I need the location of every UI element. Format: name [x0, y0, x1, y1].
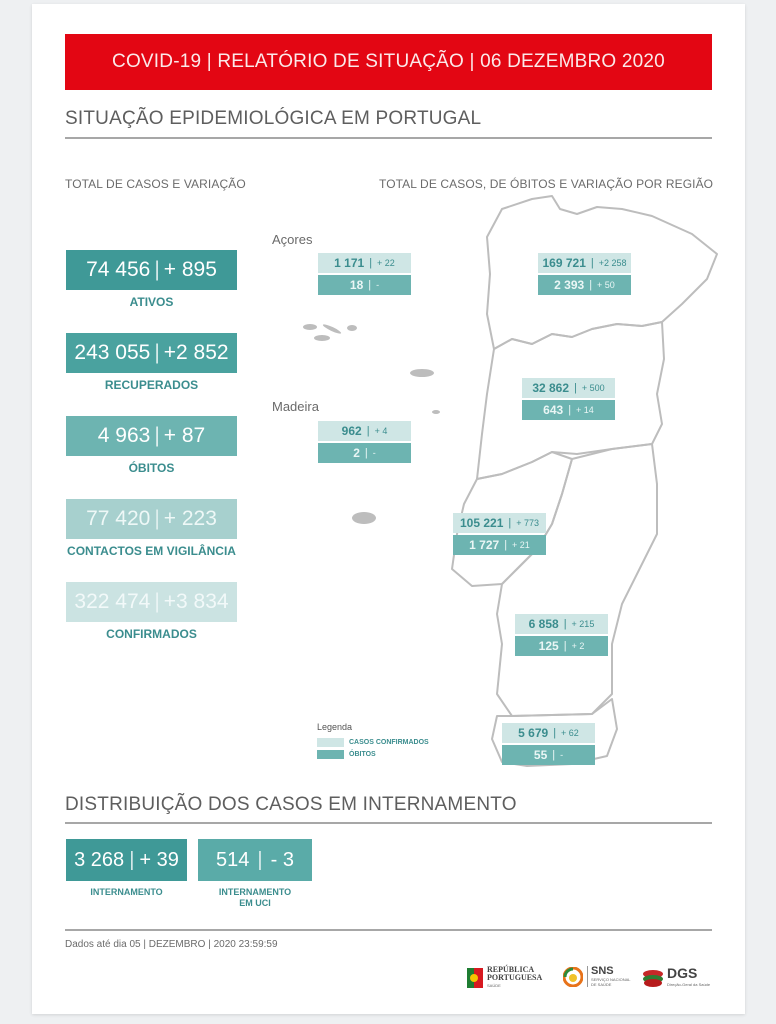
separator: |	[154, 258, 160, 281]
logo-text: REPÚBLICA	[487, 965, 535, 974]
azores-island	[303, 324, 317, 330]
dgs-logo-icon	[642, 968, 664, 988]
logo-text: SNS	[591, 965, 614, 977]
stat-value-box	[66, 839, 187, 881]
separator: |	[552, 749, 556, 761]
region-cases-change: +2 258	[598, 258, 627, 268]
stat-label: CONFIRMADOS	[106, 627, 197, 641]
region-deaths: 125	[538, 639, 559, 653]
stat-change: + 39	[139, 848, 179, 871]
logo-dgs	[642, 966, 710, 990]
region-label-acores: Açores	[272, 232, 313, 247]
region-box-madeira	[318, 421, 411, 463]
region-deaths-row	[538, 275, 631, 295]
azores-island	[410, 369, 434, 377]
legend-item-confirmed	[317, 736, 429, 748]
section-title-hospitalization: DISTRIBUIÇÃO DOS CASOS EM INTERNAMENTO	[65, 794, 517, 815]
report-title: COVID-19 | RELATÓRIO DE SITUAÇÃO | 06 DEZEMBRO 2020	[112, 51, 665, 72]
stat-value: 77 420	[86, 507, 151, 530]
separator: |	[366, 425, 370, 437]
stat-label: CONTACTOS EM VIGILÂNCIA	[67, 544, 236, 558]
region-deaths: 2	[353, 446, 360, 460]
legend-label: ÓBITOS	[349, 750, 376, 758]
region-cases-change: + 215	[571, 619, 595, 629]
separator: |	[364, 447, 368, 459]
azores-island	[347, 325, 357, 331]
separator: |	[369, 257, 373, 269]
separator: |	[508, 517, 512, 529]
separator: |	[504, 539, 508, 551]
madeira-island	[352, 512, 376, 524]
madeira-island	[432, 410, 440, 414]
logo-sns	[563, 966, 631, 987]
separator: |	[553, 727, 557, 739]
separator: |	[154, 424, 160, 447]
separator: |	[563, 640, 567, 652]
region-cases-row	[515, 614, 608, 634]
logo-text: SAÚDE	[487, 983, 501, 988]
stat-label-line: EM UCI	[239, 898, 271, 908]
subhead-regional-totals: TOTAL DE CASOS, DE ÓBITOS E VARIAÇÃO POR REGIÃO	[379, 177, 714, 191]
stat-change: + 895	[163, 258, 217, 281]
region-deaths-change: + 21	[512, 540, 530, 550]
region-deaths-change: + 2	[571, 641, 585, 651]
stat-label: RECUPERADOS	[104, 378, 199, 392]
stat-label: ATIVOS	[129, 295, 174, 309]
data-timestamp-note: Dados até dia 05 | DEZEMBRO | 2020 23:59:59	[65, 939, 278, 950]
region-box-alentejo	[515, 614, 608, 656]
section-divider	[65, 822, 712, 824]
region-box-acores	[318, 253, 411, 295]
stat-value: 3 268	[74, 848, 125, 871]
region-cases-row	[453, 513, 546, 533]
region-deaths-row	[522, 400, 615, 420]
report-page	[32, 4, 745, 1014]
region-box-lisboa-vale-tejo	[453, 513, 546, 555]
logo-republica-portuguesa	[467, 966, 542, 990]
stat-value: 243 055	[74, 341, 151, 364]
separator: |	[129, 848, 135, 871]
region-cases-row	[318, 253, 411, 273]
azores-island	[314, 335, 330, 341]
stat-value: 4 963	[97, 424, 151, 447]
logo-text: PORTUGUESA	[487, 973, 543, 982]
region-cases-row	[538, 253, 631, 273]
section-title-epidemiological: SITUAÇÃO EPIDEMIOLÓGICA EM PORTUGAL	[65, 108, 482, 129]
region-deaths-change: -	[372, 448, 376, 458]
separator: |	[154, 507, 160, 530]
stat-change: - 3	[270, 848, 294, 871]
region-cases: 32 862	[532, 381, 570, 395]
stat-change: +2 852	[163, 341, 229, 364]
region-label-madeira: Madeira	[272, 399, 319, 414]
sns-logo-icon	[563, 967, 583, 987]
region-box-centro	[522, 378, 615, 420]
subhead-total-cases: TOTAL DE CASOS E VARIAÇÃO	[65, 177, 246, 191]
region-cases-change: + 773	[516, 518, 540, 528]
separator: |	[590, 257, 594, 269]
azores-island	[322, 323, 342, 335]
separator: |	[574, 382, 577, 394]
stat-internamento-uci	[198, 839, 312, 909]
stat-value: 322 474	[74, 590, 151, 613]
region-box-algarve	[502, 723, 595, 765]
stat-value: 74 456	[86, 258, 151, 281]
stat-value-box	[198, 839, 312, 881]
stat-change: +3 834	[163, 590, 229, 613]
region-cases: 105 221	[459, 516, 504, 530]
region-cases: 962	[341, 424, 362, 438]
region-deaths: 643	[543, 403, 564, 417]
stat-change: + 87	[163, 424, 206, 447]
region-deaths-change: -	[376, 280, 380, 290]
region-deaths-row	[515, 636, 608, 656]
stat-value: 514	[216, 848, 250, 871]
region-cases-row	[502, 723, 595, 743]
legend-title: Legenda	[317, 722, 353, 732]
region-cases-change: + 22	[377, 258, 395, 268]
stat-label: ÓBITOS	[128, 461, 175, 475]
stat-label: INTERNAMENTO	[90, 887, 163, 897]
separator: |	[568, 404, 572, 416]
region-deaths-row	[453, 535, 546, 555]
region-cases: 6 858	[528, 617, 559, 631]
region-deaths-row	[502, 745, 595, 765]
region-cases-row	[318, 421, 411, 441]
legend-item-deaths	[317, 748, 429, 760]
region-cases: 5 679	[518, 726, 549, 740]
logo-text: SERVIÇO NACIONAL	[591, 977, 631, 982]
footer-divider	[65, 929, 712, 931]
legend-label: CASOS CONFIRMADOS	[349, 738, 429, 746]
region-deaths-change: -	[560, 750, 564, 760]
stat-internamento	[66, 839, 187, 898]
region-deaths: 1 727	[469, 538, 500, 552]
logo-text: DGS	[667, 965, 698, 981]
region-deaths-row	[318, 275, 411, 295]
separator: |	[154, 590, 160, 613]
map-region-alentejo	[497, 444, 657, 716]
region-deaths: 2 393	[554, 278, 585, 292]
region-box-norte	[538, 253, 631, 295]
region-cases: 169 721	[542, 256, 586, 270]
logo-text: Direção-Geral da Saúde	[667, 982, 711, 987]
region-cases-row	[522, 378, 615, 398]
separator: |	[154, 341, 160, 364]
separator: |	[257, 848, 263, 871]
region-deaths-change: + 14	[576, 405, 594, 415]
stat-change: + 223	[163, 507, 217, 530]
region-cases: 1 171	[334, 256, 365, 270]
region-cases-change: + 500	[581, 383, 605, 393]
separator: |	[563, 618, 567, 630]
separator: |	[368, 279, 372, 291]
region-cases-change: + 4	[374, 426, 388, 436]
legend-swatch	[317, 750, 344, 759]
logo-text: DE SAÚDE	[591, 982, 612, 987]
region-deaths-change: + 50	[597, 280, 615, 290]
separator: |	[589, 279, 593, 291]
region-deaths: 18	[349, 278, 364, 292]
stat-label	[198, 887, 312, 909]
stat-label-line: INTERNAMENTO	[218, 887, 292, 897]
map-legend	[317, 722, 429, 760]
region-deaths-row	[318, 443, 411, 463]
legend-swatch	[317, 738, 344, 747]
footer-logos	[467, 966, 727, 1002]
portugal-flag-icon	[467, 968, 483, 988]
region-deaths: 55	[533, 748, 548, 762]
region-cases-change: + 62	[561, 728, 579, 738]
